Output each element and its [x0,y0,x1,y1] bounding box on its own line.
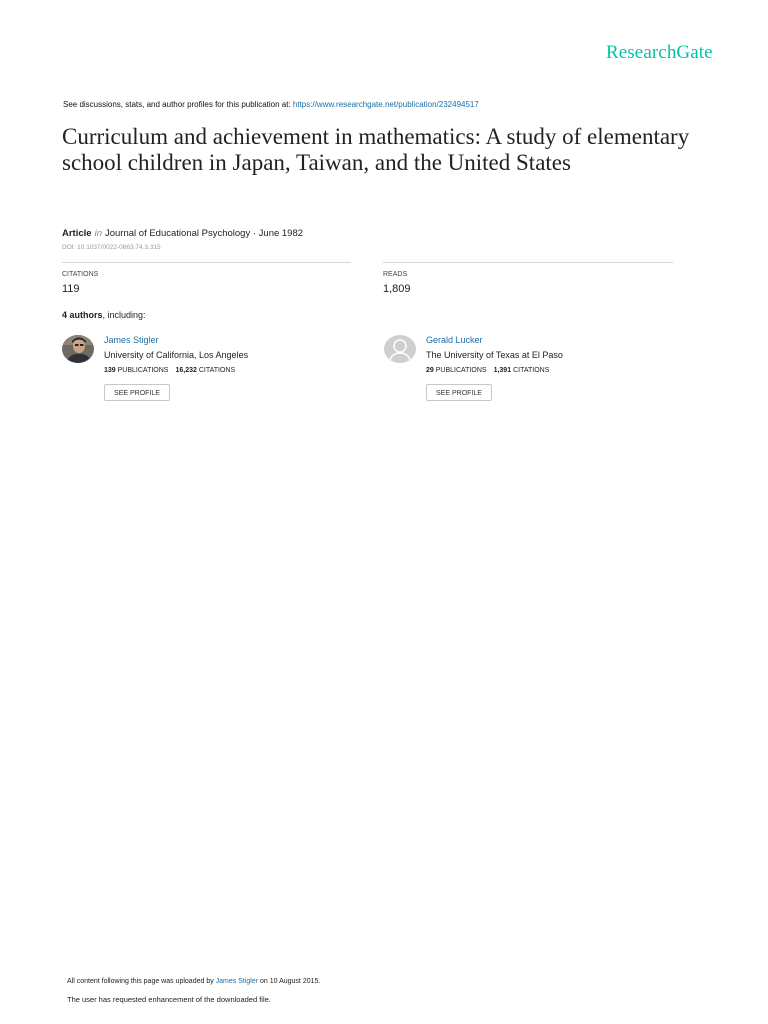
publications-count: 29 [426,367,434,374]
reads-label: READS [383,271,408,278]
publication-type: Article [62,228,92,239]
author-citations-label: CITATIONS [513,367,550,374]
author-stats [104,367,235,374]
authors-count: 4 authors [62,310,103,320]
author-name-link[interactable]: James Stigler [104,335,159,345]
author-citations-label: CITATIONS [198,367,236,374]
divider-left [62,262,351,263]
journal-date: Journal of Educational Psychology · June 1982 [104,228,304,239]
publications-label: PUBLICATIONS [435,367,487,374]
doi-text: DOI: 10.1037/0022-0663.74.3.315 [62,244,161,251]
upload-prefix: All content following this page was uploaded by [67,978,216,985]
researchgate-logo[interactable]: ResearchGate [606,42,713,63]
author-stats [426,367,549,374]
avatar-photo[interactable] [62,335,94,363]
divider-right [383,262,673,263]
publications-count: 139 [104,367,116,374]
author-citations-count: 1,391 [493,367,512,374]
authors-including: , including: [102,310,146,320]
author-name-link[interactable]: Gerald Lucker [426,335,483,345]
author-institution: The University of Texas at El Paso [426,350,563,360]
publication-title: Curriculum and achievement in mathematics: A study of elementary school children in Japan, Taiwan, and the United States [62,124,690,175]
publications-label: PUBLICATIONS [117,367,169,374]
reads-count: 1,809 [383,283,411,295]
avatar-placeholder-icon[interactable] [384,335,416,363]
authors-heading [62,310,146,320]
publication-link-line [63,100,479,109]
citations-label: CITATIONS [62,271,99,278]
enhancement-note: The user has requested enhancement of the downloaded file. [67,995,271,1004]
in-label: in [94,228,102,239]
publication-meta [62,228,303,239]
uploader-link[interactable]: James Stigler [215,978,259,985]
see-profile-button[interactable]: SEE PROFILE [426,384,492,401]
author-institution: University of California, Los Angeles [104,350,249,360]
author-citations-count: 16,232 [175,367,197,374]
see-discussions-text: See discussions, stats, and author profiles for this publication at: [63,100,293,109]
publication-url-link[interactable]: https://www.researchgate.net/publication/232494517 [292,100,479,109]
upload-date: on 10 August 2015. [258,978,321,985]
upload-note [67,978,320,985]
see-profile-button[interactable]: SEE PROFILE [104,384,170,401]
citations-count: 119 [62,283,80,295]
